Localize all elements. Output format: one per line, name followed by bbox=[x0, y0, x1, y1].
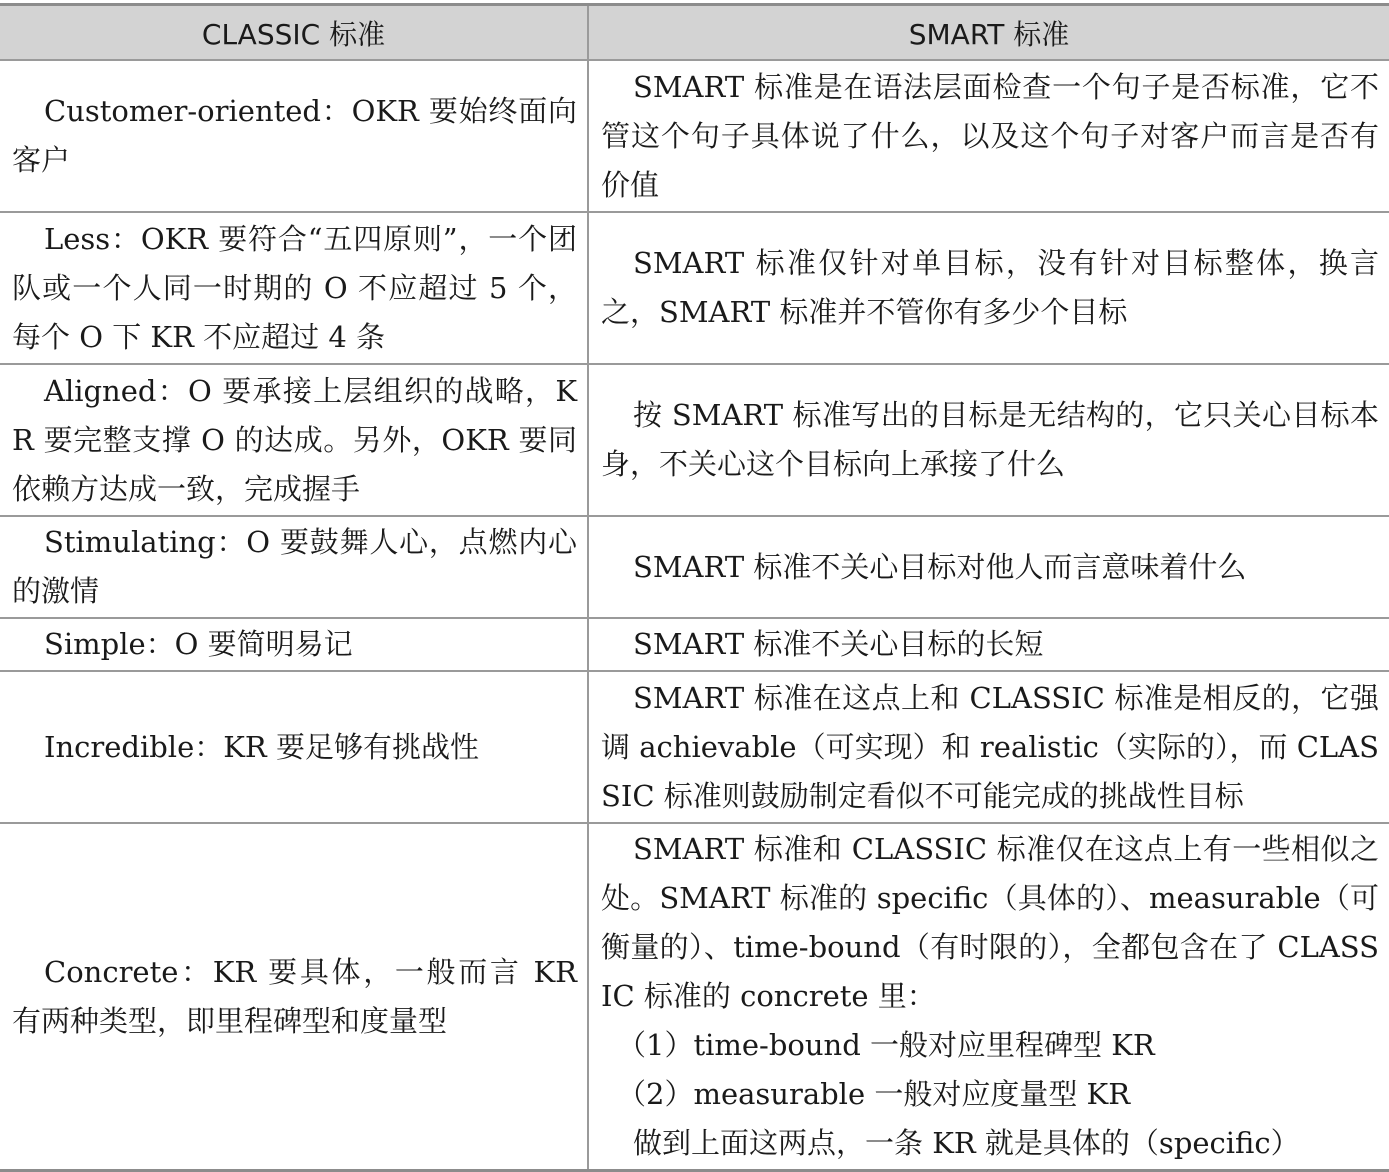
classic-cell bbox=[0, 212, 588, 364]
smart-text: SMART 标准是在语法层面检查一个句子是否标准，它不管这个句子具体说了什么，以及这个句子对客户而言是否有价值 bbox=[601, 69, 1379, 202]
header-classic: CLASSIC 标准 bbox=[0, 5, 588, 61]
header-smart: SMART 标准 bbox=[588, 5, 1389, 61]
classic-text: Concrete：KR 要具体，一般而言 KR 有两种类型，即里程碑型和度量型 bbox=[12, 954, 577, 1038]
smart-conclusion: 做到上面这两点，一条 KR 就是具体的（specific） bbox=[633, 1126, 1300, 1160]
smart-cell bbox=[588, 60, 1389, 212]
table-row bbox=[0, 618, 1389, 671]
header-row bbox=[0, 5, 1389, 61]
table-row bbox=[0, 364, 1389, 516]
classic-cell bbox=[0, 60, 588, 212]
smart-text: SMART 标准不关心目标的长短 bbox=[633, 627, 1044, 661]
comparison-table bbox=[0, 3, 1389, 1172]
classic-cell bbox=[0, 516, 588, 618]
smart-text: SMART 标准在这点上和 CLASSIC 标准是相反的，它强调 achievable（可实现）和 realistic（实际的），而 CLASSIC 标准则鼓励制定看似不可能完成的挑战性目标 bbox=[601, 680, 1379, 813]
smart-list-item: （1）time-bound 一般对应里程碑型 KR bbox=[617, 1028, 1155, 1062]
classic-text: Customer-oriented：OKR 要始终面向客户 bbox=[12, 94, 577, 177]
smart-text: 按 SMART 标准写出的目标是无结构的，它只关心目标本身，不关心这个目标向上承接了什么 bbox=[601, 398, 1379, 481]
smart-cell bbox=[588, 364, 1389, 516]
table-row bbox=[0, 671, 1389, 823]
classic-cell bbox=[0, 823, 588, 1171]
classic-cell bbox=[0, 618, 588, 671]
classic-cell bbox=[0, 364, 588, 516]
smart-cell bbox=[588, 618, 1389, 671]
classic-text: Simple：O 要简明易记 bbox=[44, 627, 353, 661]
table-row bbox=[0, 212, 1389, 364]
classic-text: Stimulating：O 要鼓舞人心，点燃内心的激情 bbox=[12, 525, 577, 608]
smart-cell bbox=[588, 823, 1389, 1171]
table-row bbox=[0, 823, 1389, 1171]
table-row bbox=[0, 60, 1389, 212]
classic-text: Aligned：O 要承接上层组织的战略，KR 要完整支撑 O 的达成。另外，OKR 要同依赖方达成一致，完成握手 bbox=[12, 373, 577, 506]
smart-cell bbox=[588, 671, 1389, 823]
smart-list-item: （2）measurable 一般对应度量型 KR bbox=[617, 1077, 1131, 1111]
smart-cell bbox=[588, 516, 1389, 618]
smart-text: SMART 标准仅针对单目标，没有针对目标整体，换言之，SMART 标准并不管你有多少个目标 bbox=[601, 246, 1379, 329]
classic-cell bbox=[0, 671, 588, 823]
classic-text: Incredible：KR 要足够有挑战性 bbox=[44, 729, 479, 764]
classic-text: Less：OKR 要符合“五四原则”，一个团队或一个人同一时期的 O 不应超过 5 个，每个 O 下 KR 不应超过 4 条 bbox=[12, 221, 577, 354]
table-row bbox=[0, 516, 1389, 618]
smart-text: SMART 标准和 CLASSIC 标准仅在这点上有一些相似之处。SMART 标准的 specific（具体的）、measurable（可衡量的）、time-bound（有时限的），全都包含在了 CLASSIC 标准的 concrete 里： bbox=[601, 832, 1379, 1013]
smart-cell bbox=[588, 212, 1389, 364]
smart-text: SMART 标准不关心目标对他人而言意味着什么 bbox=[633, 549, 1247, 584]
